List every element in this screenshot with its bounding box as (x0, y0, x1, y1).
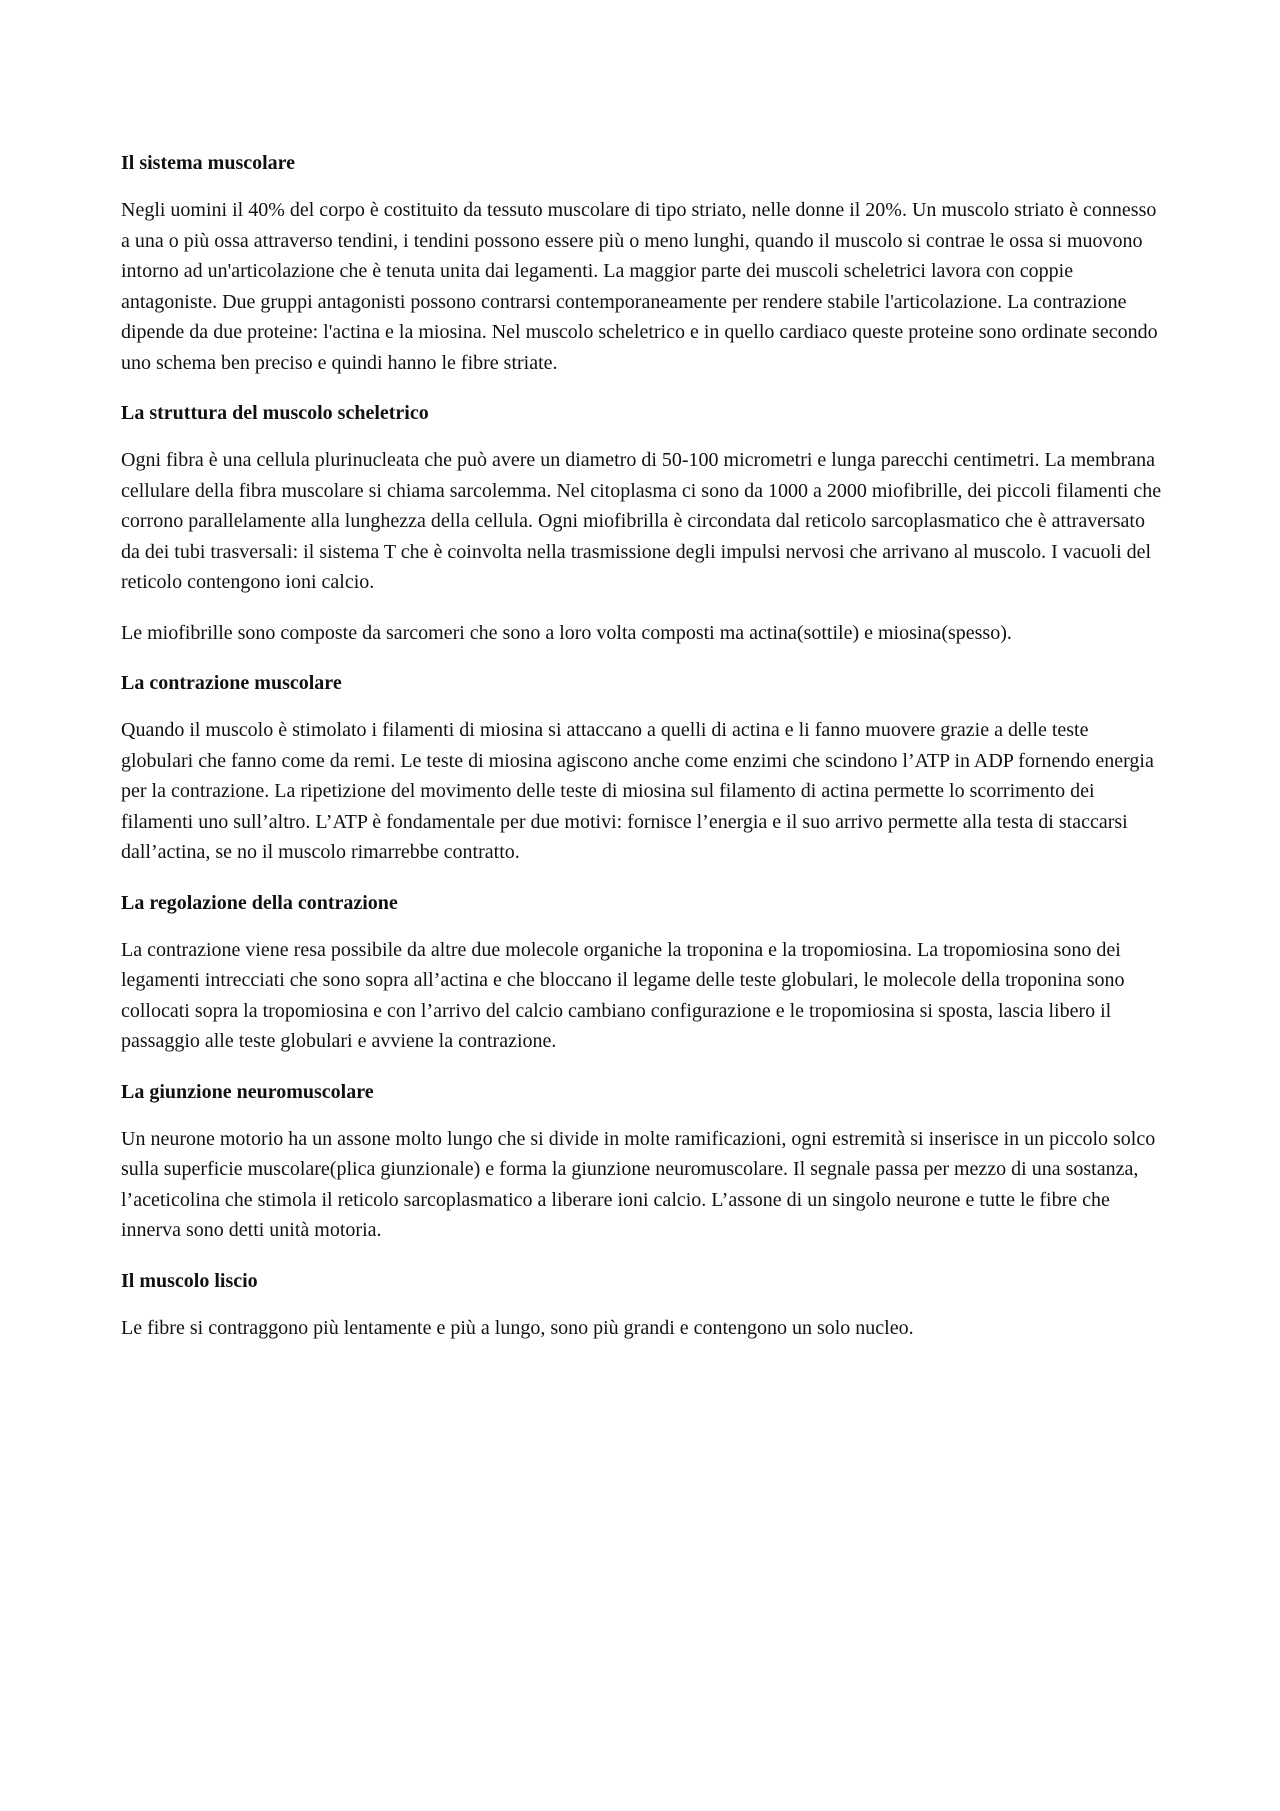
section-contrazione-muscolare (121, 668, 1165, 868)
section-heading: La giunzione neuromuscolare (121, 1080, 374, 1103)
paragraph: Le fibre si contraggono più lentamente e più a lungo, sono più grandi e contengono un solo nucleo. (121, 1316, 914, 1339)
section-giunzione-neuromuscolare (121, 1077, 1165, 1246)
section-muscolo-liscio (121, 1266, 1165, 1344)
section-heading: La regolazione della contrazione (121, 891, 398, 914)
paragraph: Le miofibrille sono composte da sarcomeri che sono a loro volta composti ma actina(sottile) e miosina(spesso). (121, 621, 1012, 644)
paragraph: La contrazione viene resa possibile da altre due molecole organiche la troponina e la tropomiosina. La tropomiosina sono dei legamenti intrecciati che sono sopra all’actina e che bloccano il legame delle teste globulari, le molecole della troponina sono collocati sopra la tropomiosina e con l’arrivo del calcio cambiano configurazione e le tropomiosina si sposta, lascia libero il passaggio alle teste globulari e avviene la contrazione. (121, 938, 1125, 1052)
section-heading: La contrazione muscolare (121, 672, 342, 694)
section-regolazione-contrazione (121, 888, 1165, 1057)
paragraph: Negli uomini il 40% del corpo è costituito da tessuto muscolare di tipo striato, nelle donne il 20%. Un muscolo striato è connesso a una o più ossa attraverso tendini, i tendini possono essere più o meno lunghi, quando il muscolo si contrae le ossa si muovono intorno ad un'articolazione che è tenuta unita dai legamenti. La maggior parte dei muscoli scheletrici lavora con coppie antagoniste. Due gruppi antagonisti possono contrarsi contemporaneamente per rendere stabile l'articolazione. La contrazione dipende da due proteine: l'actina e la miosina. Nel muscolo scheletrico e in quello cardiaco queste proteine sono ordinate secondo uno schema ben preciso e quindi hanno le fibre striate. (121, 199, 1158, 374)
section-heading: Il muscolo liscio (121, 1269, 258, 1292)
paragraph: Ogni fibra è una cellula plurinucleata che può avere un diametro di 50-100 micrometri e lunga parecchi centimetri. La membrana cellulare della fibra muscolare si chiama sarcolemma. Nel citoplasma ci sono da 1000 a 2000 miofibrille, dei piccoli filamenti che corrono parallelamente alla lunghezza della cellula. Ogni miofibrilla è circondata dal reticolo sarcoplasmatico che è attraversato da dei tubi trasversali: il sistema T che è coinvolta nella trasmissione degli impulsi nervosi che arrivano al muscolo. I vacuoli del reticolo contengono ioni calcio. (121, 449, 1162, 593)
section-heading: La struttura del muscolo scheletrico (121, 402, 429, 424)
section-sistema-muscolare (121, 148, 1165, 378)
paragraph: Un neurone motorio ha un assone molto lungo che si divide in molte ramificazioni, ogni estremità si inserisce in un piccolo solco sulla superficie muscolare(plica giunzionale) e forma la giunzione neuromuscolare. Il segnale passa per mezzo di una sostanza, l’aceticolina che stimola il reticolo sarcoplasmatico a liberare ioni calcio. L’assone di un singolo neurone e tutte le fibre che innerva sono detti unità motoria. (121, 1127, 1156, 1241)
section-heading: Il sistema muscolare (121, 152, 296, 174)
paragraph: Quando il muscolo è stimolato i filamenti di miosina si attaccano a quelli di actina e li fanno muovere grazie a delle teste globulari che fanno come da remi. Le teste di miosina agiscono anche come enzimi che scindono l’ATP in ADP fornendo energia per la contrazione. La ripetizione del movimento delle teste di miosina sul filamento di actina permette lo scorrimento dei filamenti uno sull’altro. L’ATP è fondamentale per due motivi: fornisce l’energia e il suo arrivo permette alla testa di staccarsi dall’actina, se no il muscolo rimarrebbe contratto. (121, 719, 1154, 863)
section-struttura-muscolo-scheletrico (121, 398, 1165, 648)
